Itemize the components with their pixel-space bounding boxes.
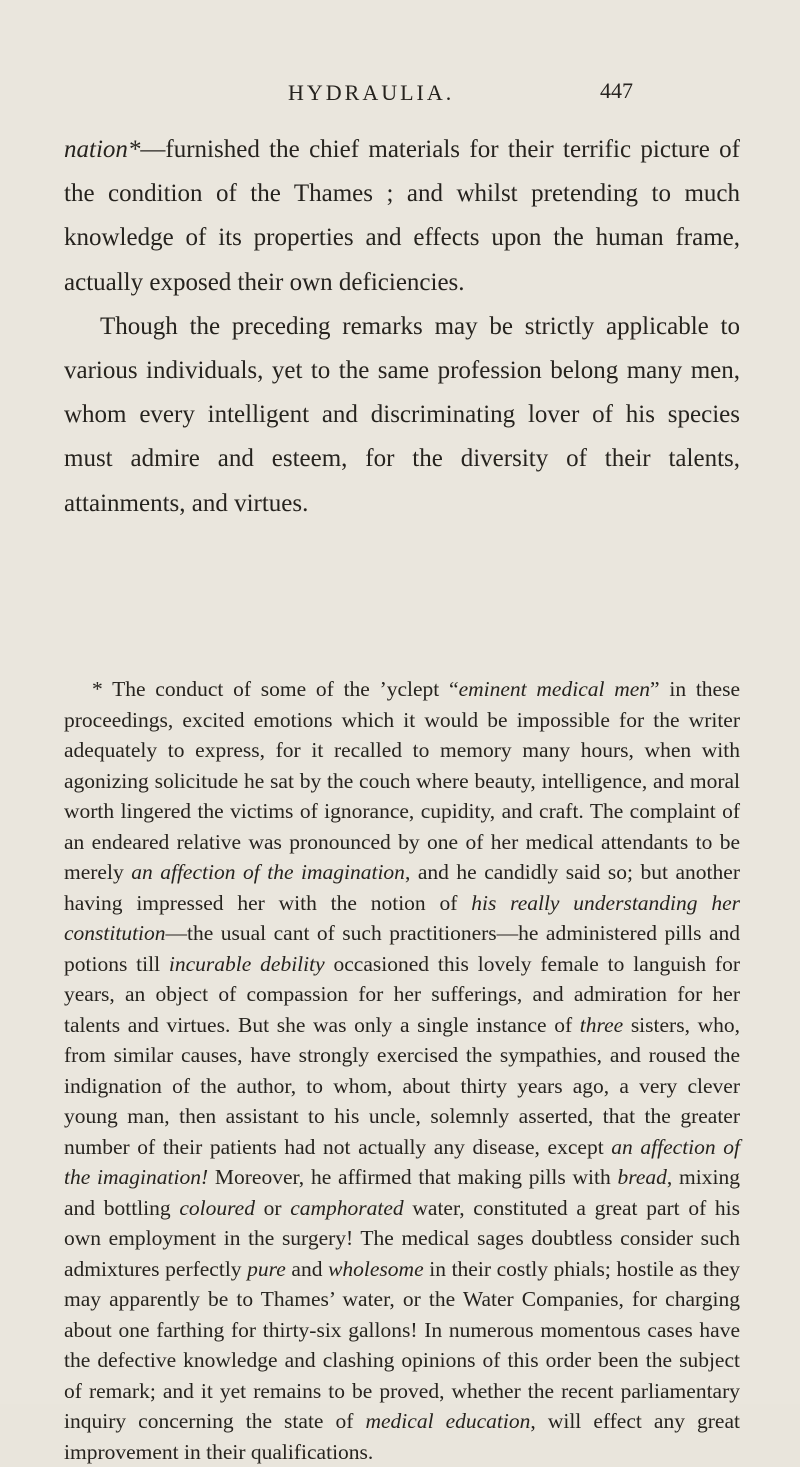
body-text <box>64 128 740 526</box>
italic-text-run: nation* <box>64 136 141 163</box>
text-run: or <box>254 1195 291 1220</box>
text-run: —furnished the chief materials for their terrific picture of the condition of the Thames ; and whilst pretending to much knowledge of its properties and effects upon the human frame, actually exposed their own deficiencies. <box>64 136 740 296</box>
page-number: 447 <box>600 78 633 103</box>
text-run: , will effect any great improvement in their qualifications. <box>64 1409 740 1464</box>
text-run: water, constituted a great part of his own employment in the surgery! The medical sages doubtless consider such admixtures perfectly <box>64 1195 741 1281</box>
italic-text-run: an affection of the imagination! <box>64 1134 741 1189</box>
text-run: , and he candidly said so; but another having impressed her with the notion of <box>64 860 740 915</box>
footnote <box>64 674 740 1467</box>
page-header <box>0 80 800 110</box>
italic-text-run: incurable debility <box>168 951 325 976</box>
italic-text-run: camphorated <box>290 1195 404 1220</box>
italic-text-run: an affection of the imagination <box>131 860 405 884</box>
text-run: * The conduct of some of the ’yclept “ <box>92 677 459 701</box>
running-title: HYDRAULIA. <box>288 80 455 105</box>
text-run: Moreover, he affirmed that making pills with <box>208 1165 618 1189</box>
paragraph <box>64 305 740 526</box>
italic-text-run: three <box>579 1012 624 1037</box>
text-run: sisters, who, from similar causes, have strongly exercised the sympathies, and roused the indignation of the author, to whom, about thirty years ago, a very clever young man, then assistant to his uncle, solemnly asserted, that the greater number of their patients had not actually any disease, except <box>64 1012 740 1159</box>
italic-text-run: his really understanding her constitution <box>64 890 740 945</box>
paragraph <box>64 128 740 305</box>
text-run: in their costly phials; hostile as they may apparently be to Thames’ water, or the Water Companies, for charging about one farthing for thirty-six gallons! In numerous momentous cases have the defective knowledge and clashing opinions of this order been the subject of remark; and it yet remains to be proved, whether the recent parliamentary inquiry concerning the state of <box>64 1256 740 1433</box>
italic-text-run: bread <box>617 1165 667 1189</box>
text-run: Though the preceding remarks may be strictly applicable to various individuals, yet to the same profession belong many men, whom every intelligent and discriminating lover of his species must admire and esteem, for the diversity of their talents, attainments, and virtues. <box>64 312 740 517</box>
text-run: —the usual cant of such practitioners—he administered pills and potions till <box>64 921 740 976</box>
text-run: , mixing and bottling <box>64 1165 740 1220</box>
text-run: and <box>285 1256 329 1281</box>
text-run: occasioned this lovely female to languish for years, an object of compassion for her sufferings, and admiration for her talents and virtues. But she was only a single instance of <box>64 951 740 1037</box>
italic-text-run: medical education <box>365 1409 531 1433</box>
italic-text-run: coloured <box>179 1195 255 1220</box>
italic-text-run: wholesome <box>328 1256 424 1281</box>
italic-text-run: pure <box>247 1256 286 1281</box>
text-run: ” in these proceedings, excited emotions which it would be impossible for the writer adequately to express, for it recalled to memory many hours, when with agonizing solicitude he sat by the couch where beauty, intelligence, and moral worth lingered the victims of ignorance, cupidity, and craft. The complaint of an endeared relative was pronounced by one of her medical attendants to be merely <box>64 677 740 884</box>
italic-text-run: eminent medical men <box>458 677 651 701</box>
